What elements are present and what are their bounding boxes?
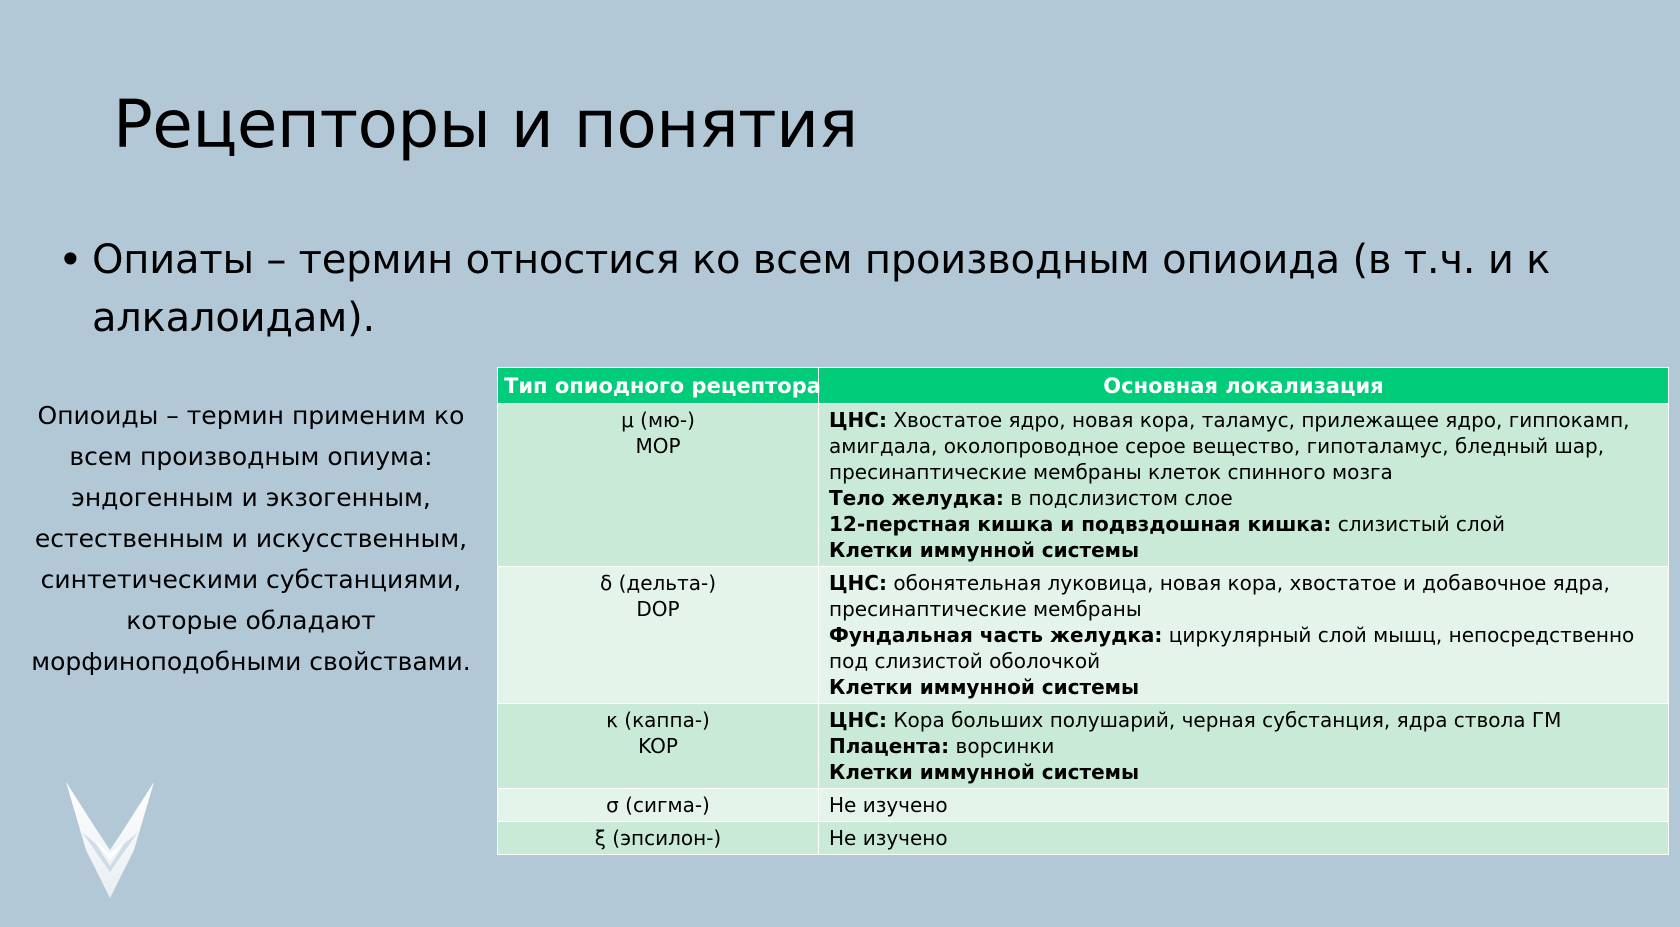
receptor-table bbox=[497, 367, 1669, 855]
localization-text: слизистый слой bbox=[1331, 512, 1505, 536]
receptor-type-cell bbox=[498, 704, 819, 789]
receptor-code: DOP bbox=[636, 597, 680, 621]
localization-line bbox=[829, 707, 1658, 733]
localization-text: в подслизистом слое bbox=[1003, 486, 1233, 510]
localization-line bbox=[829, 537, 1658, 563]
localization-text: циркулярный слой мышц, непосредственно под слизистой оболочкой bbox=[829, 623, 1635, 673]
localization-line bbox=[829, 511, 1658, 537]
localization-line bbox=[829, 759, 1658, 785]
table-body bbox=[498, 404, 1669, 855]
localization-label: ЦНС: bbox=[829, 408, 887, 432]
opioid-definition: Опиоиды – термин применим ко всем производным опиума: эндогенным и экзогенным, естественным и искусственным, синтетическими субстанциями, которые обладают морфиноподобными свойствами. bbox=[31, 401, 471, 676]
localization-label: Клетки иммунной системы bbox=[829, 760, 1140, 784]
receptor-code: MOP bbox=[635, 434, 681, 458]
localization-text: Хвостатое ядро, новая кора, таламус, прилежащее ядро, гиппокамп, амигдала, околопроводное серое вещество, гипоталамус, бледный шар, пресинаптические мембраны клеток спинного мозга bbox=[829, 408, 1630, 484]
header-receptor-type: Тип опиодного рецептора bbox=[498, 368, 819, 404]
localization-line bbox=[829, 570, 1658, 622]
table-row bbox=[498, 567, 1669, 704]
localization-label: Тело желудка: bbox=[829, 486, 1004, 510]
receptor-type-cell bbox=[498, 822, 819, 855]
localization-text: Не изучено bbox=[829, 826, 948, 850]
localization-label: Клетки иммунной системы bbox=[829, 675, 1140, 699]
localization-line bbox=[829, 792, 1658, 818]
localization-cell bbox=[819, 704, 1669, 789]
bullet-text: Опиаты – термин отностися ко всем производным опиоида (в т.ч. и к алкалоидам). bbox=[92, 237, 1551, 341]
localization-line bbox=[829, 485, 1658, 511]
table-header-row bbox=[498, 368, 1669, 404]
localization-line bbox=[829, 407, 1658, 485]
localization-text: ворсинки bbox=[949, 734, 1055, 758]
v-wing-logo-icon bbox=[64, 780, 156, 902]
table-row bbox=[498, 404, 1669, 567]
table-row bbox=[498, 822, 1669, 855]
localization-line bbox=[829, 733, 1658, 759]
receptor-name: κ (каппа-) bbox=[606, 708, 710, 732]
localization-label: Клетки иммунной системы bbox=[829, 538, 1140, 562]
localization-label: Фундальная часть желудка: bbox=[829, 623, 1163, 647]
bullet-marker: • bbox=[58, 235, 83, 284]
localization-label: 12-перстная кишка и подвздошная кишка: bbox=[829, 512, 1332, 536]
localization-text: Кора больших полушарий, черная субстанция, ядра ствола ГМ bbox=[886, 708, 1562, 732]
localization-label: ЦНС: bbox=[829, 708, 887, 732]
localization-line bbox=[829, 825, 1658, 851]
table-row bbox=[498, 704, 1669, 789]
localization-cell bbox=[819, 404, 1669, 567]
localization-text: обонятельная луковица, новая кора, хвостатое и добавочное ядра, пресинаптические мембраны bbox=[829, 571, 1610, 621]
localization-cell bbox=[819, 567, 1669, 704]
table-row bbox=[498, 789, 1669, 822]
receptor-type-cell bbox=[498, 789, 819, 822]
localization-label: ЦНС: bbox=[829, 571, 887, 595]
header-localization: Основная локализация bbox=[819, 368, 1669, 404]
receptor-name: ξ (эпсилон-) bbox=[594, 826, 722, 850]
receptor-code: KOP bbox=[638, 734, 678, 758]
localization-label: Плацента: bbox=[829, 734, 950, 758]
receptor-name: δ (дельта-) bbox=[599, 571, 717, 595]
receptor-name: σ (сигма-) bbox=[606, 793, 710, 817]
localization-line bbox=[829, 674, 1658, 700]
localization-cell bbox=[819, 789, 1669, 822]
receptor-type-cell bbox=[498, 404, 819, 567]
localization-cell bbox=[819, 822, 1669, 855]
receptor-name: μ (мю-) bbox=[621, 408, 695, 432]
localization-text: Не изучено bbox=[829, 793, 948, 817]
localization-line bbox=[829, 622, 1658, 674]
bullet-item bbox=[58, 231, 1618, 347]
receptor-type-cell bbox=[498, 567, 819, 704]
slide-title: Рецепторы и понятия bbox=[113, 86, 858, 163]
